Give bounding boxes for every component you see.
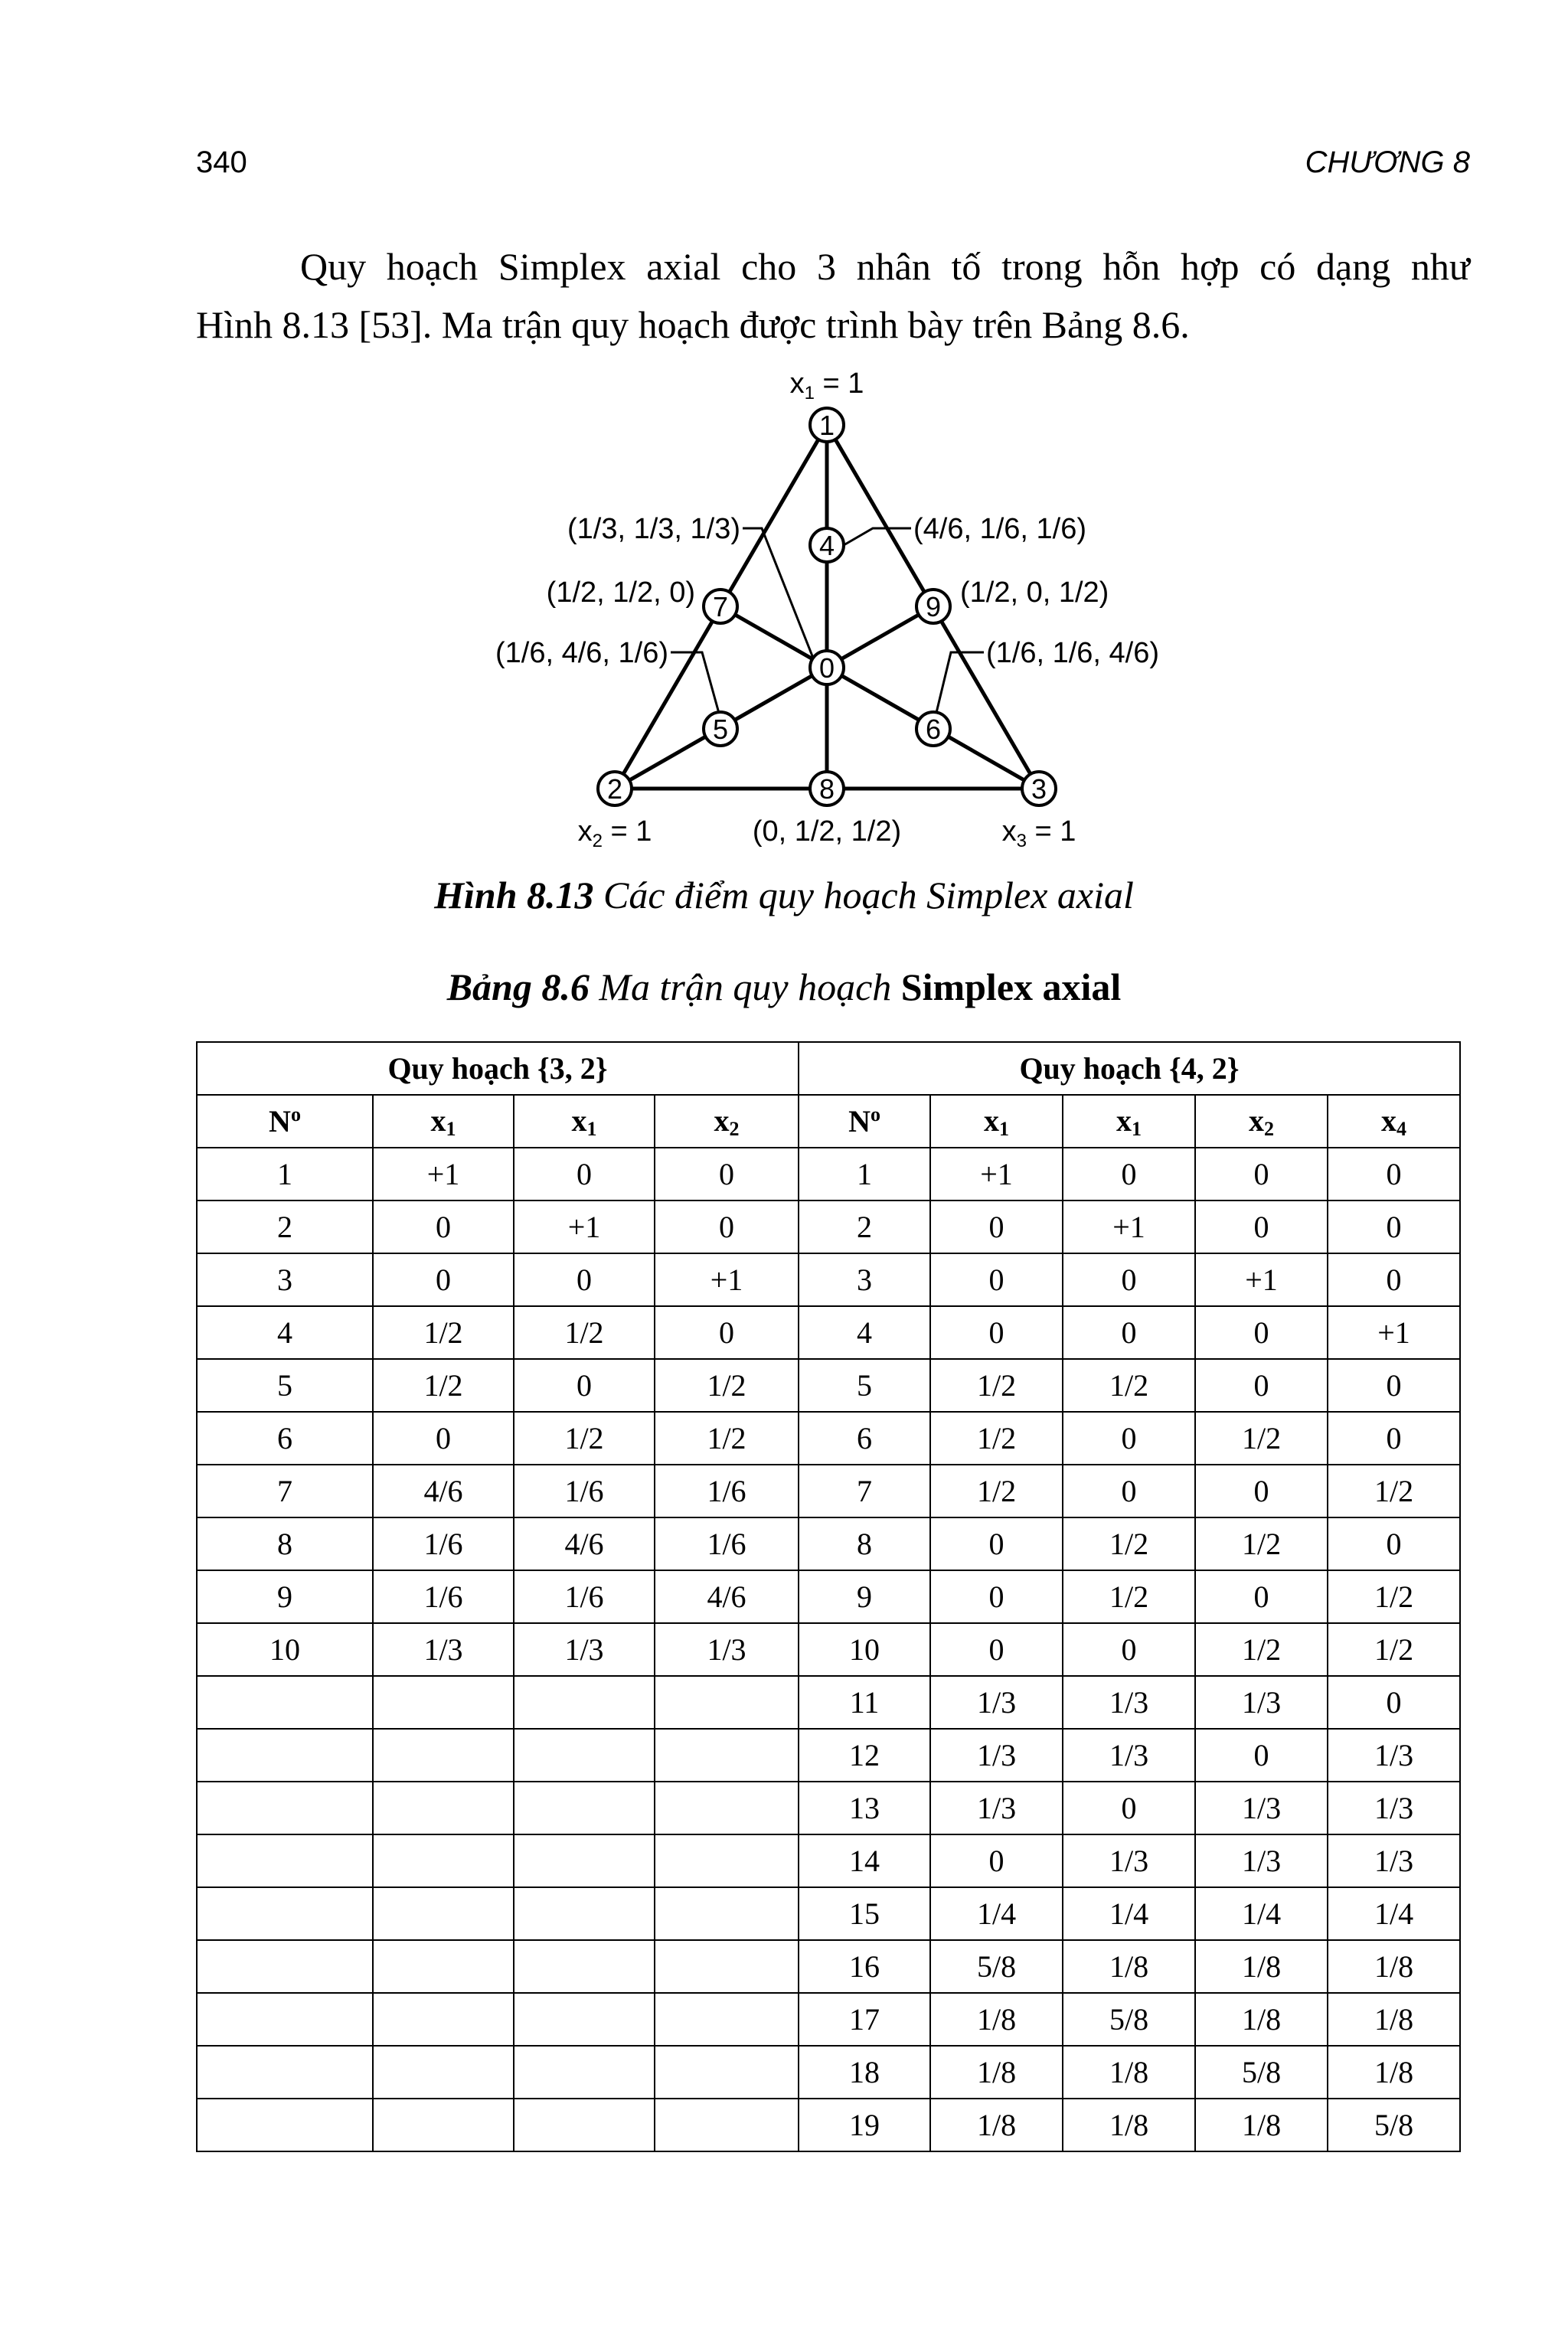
table-cell: 0	[1063, 1623, 1195, 1676]
table-cell: +1	[655, 1253, 799, 1306]
label-p6: (1/6, 1/6, 4/6)	[986, 637, 1160, 669]
table-cell	[514, 1993, 655, 2046]
table-cell: 0	[1328, 1676, 1460, 1729]
table-row	[197, 1623, 1460, 1676]
table-cell: 1/6	[373, 1517, 514, 1570]
table-cell	[514, 1834, 655, 1887]
table-cell: 1/2	[930, 1412, 1063, 1465]
node-6	[916, 712, 950, 746]
table-cell: 2	[799, 1200, 930, 1253]
table-cell: 1/3	[1195, 1782, 1328, 1834]
table-row	[197, 1940, 1460, 1993]
table-row	[197, 1253, 1460, 1306]
table-cell: 6	[799, 1412, 930, 1465]
table-cell: 1/8	[1195, 2099, 1328, 2151]
table-cell: +1	[1328, 1306, 1460, 1359]
table-cell	[373, 1834, 514, 1887]
table-cell: 1/2	[514, 1306, 655, 1359]
leader-p5	[671, 652, 720, 716]
table-cell	[514, 1676, 655, 1729]
table-cell: 5/8	[930, 1940, 1063, 1993]
table-cell: 1/2	[930, 1465, 1063, 1517]
table-cell: 1/4	[930, 1887, 1063, 1940]
table-cell	[655, 1834, 799, 1887]
table-cell: 0	[1063, 1412, 1195, 1465]
table-cell	[514, 1887, 655, 1940]
table-body	[197, 1148, 1460, 2151]
table-cell: 1/3	[1195, 1676, 1328, 1729]
table-cell: 0	[1063, 1148, 1195, 1200]
table-cell: 1/8	[1063, 2046, 1195, 2099]
table-cell: 0	[1328, 1200, 1460, 1253]
table-cell: 13	[799, 1782, 930, 1834]
col-header-right-1: $x_1$	[930, 1095, 1063, 1148]
table-cell	[373, 1940, 514, 1993]
axis-line-2	[615, 606, 933, 789]
table-cell	[373, 1782, 514, 1834]
table-cell	[514, 1729, 655, 1782]
table-cell	[197, 1729, 373, 1782]
table-cell: 0	[930, 1623, 1063, 1676]
table-cell: 1/8	[930, 2099, 1063, 2151]
table-cell: 0	[1063, 1306, 1195, 1359]
table-cell: 0	[1328, 1148, 1460, 1200]
table-cell	[373, 1729, 514, 1782]
table-cell: 3	[799, 1253, 930, 1306]
group-header-left: Quy hoạch {3, 2}	[197, 1042, 799, 1095]
table-cell: 0	[655, 1200, 799, 1253]
node-label: 4	[818, 530, 835, 561]
table-row	[197, 1412, 1460, 1465]
node-label: 9	[925, 591, 942, 622]
table-row	[197, 1465, 1460, 1517]
table-cell: 0	[1195, 1200, 1328, 1253]
table-cell: 1/3	[930, 1676, 1063, 1729]
table-cell	[655, 1887, 799, 1940]
table-cell: 1/2	[1195, 1517, 1328, 1570]
table-cell: 9	[799, 1570, 930, 1623]
table-cell: +1	[514, 1200, 655, 1253]
figure-caption-label: Hình 8.13	[434, 874, 594, 916]
node-4	[810, 528, 844, 562]
table-cell: 0	[1063, 1782, 1195, 1834]
table-row	[197, 1517, 1460, 1570]
table-cell: 1/6	[514, 1465, 655, 1517]
figure-caption	[0, 873, 1568, 917]
table-cell: 1/2	[930, 1359, 1063, 1412]
table-cell: 1/2	[373, 1306, 514, 1359]
label-p4: (4/6, 1/6, 1/6)	[913, 513, 1087, 545]
node-0	[810, 651, 844, 684]
table-cell: 0	[1328, 1412, 1460, 1465]
table-cell: 1/2	[1195, 1623, 1328, 1676]
table-cell: 1/2	[1328, 1570, 1460, 1623]
table-cell: 1/8	[1195, 1993, 1328, 2046]
table-cell: 1/2	[655, 1412, 799, 1465]
table-cell	[197, 1676, 373, 1729]
table-cell: 1/2	[1063, 1517, 1195, 1570]
table-cell: 1/3	[1063, 1729, 1195, 1782]
table-cell: 6	[197, 1412, 373, 1465]
table-cell: 0	[373, 1200, 514, 1253]
col-header-left-3: $x_2$	[655, 1095, 799, 1148]
table-cell: 1/6	[655, 1517, 799, 1570]
chapter-title: CHƯƠNG 8	[1305, 145, 1470, 179]
leader-p4	[844, 528, 911, 545]
table-column-header	[197, 1095, 1460, 1148]
node-label: 5	[712, 714, 729, 745]
table-cell: 1/3	[1328, 1729, 1460, 1782]
table-cell: 4/6	[655, 1570, 799, 1623]
node-label: 7	[712, 591, 729, 622]
table-cell	[197, 1887, 373, 1940]
table-cell: 1/8	[930, 1993, 1063, 2046]
table-cell: 1/2	[1195, 1412, 1328, 1465]
table-cell: 0	[1328, 1253, 1460, 1306]
label-p5: (1/6, 4/6, 1/6)	[495, 637, 668, 669]
intro-line-2: Hình 8.13 [53]. Ma trận quy hoạch được trình bày trên Bảng 8.6.	[196, 303, 1190, 346]
table-cell: 1	[197, 1148, 373, 1200]
table-cell: 9	[197, 1570, 373, 1623]
table-row	[197, 1359, 1460, 1412]
table-cell: 14	[799, 1834, 930, 1887]
table-cell: 1/8	[1328, 1993, 1460, 2046]
table-cell	[197, 2046, 373, 2099]
label-p7: (1/2, 1/2, 0)	[546, 577, 695, 609]
table-caption-label: Bảng 8.6	[446, 965, 590, 1008]
table-cell	[373, 1993, 514, 2046]
table-cell: 18	[799, 2046, 930, 2099]
table-cell	[197, 1993, 373, 2046]
table-cell: 0	[1195, 1465, 1328, 1517]
table-row	[197, 1676, 1460, 1729]
table-cell: 7	[799, 1465, 930, 1517]
node-5	[704, 712, 737, 746]
table-cell: 8	[799, 1517, 930, 1570]
table-cell: 1/8	[1328, 1940, 1460, 1993]
table-row	[197, 1782, 1460, 1834]
table-row	[197, 1306, 1460, 1359]
table-cell: 0	[1195, 1359, 1328, 1412]
table-cell: 16	[799, 1940, 930, 1993]
table-cell: 1/3	[1063, 1834, 1195, 1887]
table-row	[197, 2099, 1460, 2151]
node-2	[598, 772, 632, 805]
col-header-right-3: $x_2$	[1195, 1095, 1328, 1148]
label-centroid: (1/3, 1/3, 1/3)	[567, 513, 740, 545]
vertex-label-x1: $x_1 = 1$	[789, 368, 864, 403]
table-cell: 7	[197, 1465, 373, 1517]
table-caption	[0, 965, 1568, 1009]
node-8	[810, 772, 844, 805]
vertex-label-x3: $x_3 = 1$	[1001, 815, 1076, 851]
table-cell: 1	[799, 1148, 930, 1200]
axis-line-3	[720, 606, 1039, 789]
node-9	[916, 590, 950, 623]
table-cell: 2	[197, 1200, 373, 1253]
node-1	[810, 408, 844, 442]
col-header-no-right: $N^o$	[799, 1095, 930, 1148]
table-cell: 1/3	[1195, 1834, 1328, 1887]
table-cell	[655, 1729, 799, 1782]
table-cell: 17	[799, 1993, 930, 2046]
table-cell: 1/8	[1063, 1940, 1195, 1993]
table-cell: 1/8	[930, 2046, 1063, 2099]
node-label: 8	[818, 773, 835, 805]
table-cell: 0	[930, 1200, 1063, 1253]
table-cell: 19	[799, 2099, 930, 2151]
table-cell: 1/3	[930, 1782, 1063, 1834]
col-header-no-left: $N^o$	[197, 1095, 373, 1148]
table-row	[197, 1570, 1460, 1623]
node-label: 0	[818, 652, 835, 684]
table-cell: 0	[514, 1253, 655, 1306]
table-cell: 1/4	[1063, 1887, 1195, 1940]
table-cell: 5/8	[1195, 2046, 1328, 2099]
table-cell: 0	[1195, 1570, 1328, 1623]
table-cell: 5	[197, 1359, 373, 1412]
table-cell: 1/4	[1328, 1887, 1460, 1940]
table-cell: 1/3	[1328, 1834, 1460, 1887]
table-cell: 1/2	[514, 1412, 655, 1465]
table-cell	[197, 1940, 373, 1993]
page-number: 340	[196, 145, 247, 179]
table-cell	[655, 1782, 799, 1834]
table-cell: 5	[799, 1359, 930, 1412]
table-cell: 10	[799, 1623, 930, 1676]
table-cell: +1	[373, 1148, 514, 1200]
table-cell: 0	[1328, 1517, 1460, 1570]
group-header-right: Quy hoạch {4, 2}	[799, 1042, 1460, 1095]
table-cell	[197, 2099, 373, 2151]
table-cell: 1/3	[373, 1623, 514, 1676]
table-cell	[514, 1940, 655, 1993]
table-cell: +1	[1195, 1253, 1328, 1306]
col-header-right-4: $x_4$	[1328, 1095, 1460, 1148]
figure-caption-text: Các điểm quy hoạch Simplex axial	[593, 874, 1134, 916]
table-cell: 1/2	[1063, 1570, 1195, 1623]
table-row	[197, 1993, 1460, 2046]
table-cell: 1/3	[514, 1623, 655, 1676]
table-cell: 10	[197, 1623, 373, 1676]
table-caption-method: Simplex axial	[900, 965, 1122, 1008]
simplex-axial-diagram	[0, 352, 1568, 858]
table-row	[197, 1148, 1460, 1200]
table-cell: 11	[799, 1676, 930, 1729]
table-cell	[514, 2046, 655, 2099]
table-cell	[514, 2099, 655, 2151]
table-cell	[373, 1887, 514, 1940]
table-cell	[373, 2046, 514, 2099]
vertex-label-x2: $x_2 = 1$	[577, 815, 652, 851]
col-header-left-1: $x_1$	[373, 1095, 514, 1148]
node-7	[704, 590, 737, 623]
table-cell: 4	[197, 1306, 373, 1359]
intro-paragraph	[196, 237, 1470, 354]
table-cell: 5/8	[1328, 2099, 1460, 2151]
node-label: 6	[925, 714, 942, 745]
table-cell: 0	[1195, 1729, 1328, 1782]
node-label: 3	[1031, 773, 1047, 805]
table-cell: 0	[514, 1359, 655, 1412]
table-cell: 0	[373, 1253, 514, 1306]
table-cell: 3	[197, 1253, 373, 1306]
table-group-header	[197, 1042, 1460, 1095]
table-cell: 1/8	[1063, 2099, 1195, 2151]
table-cell: 1/3	[930, 1729, 1063, 1782]
table-cell: 0	[930, 1570, 1063, 1623]
table-cell: 1/2	[1328, 1465, 1460, 1517]
table-cell: 0	[1328, 1359, 1460, 1412]
table-cell: 1/3	[655, 1623, 799, 1676]
table-cell: 12	[799, 1729, 930, 1782]
table-cell: 1/2	[1328, 1623, 1460, 1676]
table-cell: 1/6	[655, 1465, 799, 1517]
table-cell	[373, 1676, 514, 1729]
col-header-right-2: $x_1$	[1063, 1095, 1195, 1148]
table-cell	[197, 1834, 373, 1887]
table-cell: 0	[514, 1148, 655, 1200]
table-cell: 0	[930, 1306, 1063, 1359]
table-cell: 15	[799, 1887, 930, 1940]
table-cell	[655, 1676, 799, 1729]
node-label: 2	[606, 773, 623, 805]
col-header-left-2: $x_1$	[514, 1095, 655, 1148]
table-cell: 1/6	[373, 1570, 514, 1623]
table-cell: 1/3	[1328, 1782, 1460, 1834]
table-cell: 4/6	[373, 1465, 514, 1517]
page-header	[196, 145, 1470, 191]
table-cell	[655, 2046, 799, 2099]
table-cell: 0	[1195, 1306, 1328, 1359]
table-row	[197, 1729, 1460, 1782]
design-matrix-table	[196, 1041, 1461, 2152]
table-cell	[197, 1782, 373, 1834]
table-cell	[514, 1782, 655, 1834]
label-p8: (0, 1/2, 1/2)	[752, 815, 902, 848]
table-cell: 1/8	[1328, 2046, 1460, 2099]
table-cell: 1/3	[1063, 1676, 1195, 1729]
table-cell	[655, 2099, 799, 2151]
table-cell	[655, 1993, 799, 2046]
table-cell: 0	[930, 1253, 1063, 1306]
label-p9: (1/2, 0, 1/2)	[960, 577, 1109, 609]
table-cell: 0	[655, 1148, 799, 1200]
table-cell	[373, 2099, 514, 2151]
table-row	[197, 1834, 1460, 1887]
table-cell: 8	[197, 1517, 373, 1570]
table-cell: +1	[1063, 1200, 1195, 1253]
table-cell: 0	[930, 1517, 1063, 1570]
table-cell: 1/6	[514, 1570, 655, 1623]
node-3	[1022, 772, 1056, 805]
table-cell: 4	[799, 1306, 930, 1359]
table-cell: 1/2	[655, 1359, 799, 1412]
table-cell: 0	[655, 1306, 799, 1359]
table-row	[197, 1887, 1460, 1940]
table-cell: 0	[373, 1412, 514, 1465]
table-row	[197, 1200, 1460, 1253]
table-cell: 0	[1195, 1148, 1328, 1200]
table-cell: 5/8	[1063, 1993, 1195, 2046]
table-row	[197, 2046, 1460, 2099]
table-cell: 1/8	[1195, 1940, 1328, 1993]
table-caption-text: Ma trận quy hoạch	[589, 965, 901, 1008]
intro-line-1: Quy hoạch Simplex axial cho 3 nhân tố trong hỗn hợp có dạng như	[300, 245, 1470, 288]
table-cell	[655, 1940, 799, 1993]
table-cell: 4/6	[514, 1517, 655, 1570]
table-cell: 0	[1063, 1465, 1195, 1517]
table-cell: 1/2	[373, 1359, 514, 1412]
table-cell: 0	[930, 1834, 1063, 1887]
table-cell: 1/4	[1195, 1887, 1328, 1940]
node-label: 1	[818, 410, 835, 441]
table-cell: +1	[930, 1148, 1063, 1200]
table-cell: 0	[1063, 1253, 1195, 1306]
table-cell: 1/2	[1063, 1359, 1195, 1412]
